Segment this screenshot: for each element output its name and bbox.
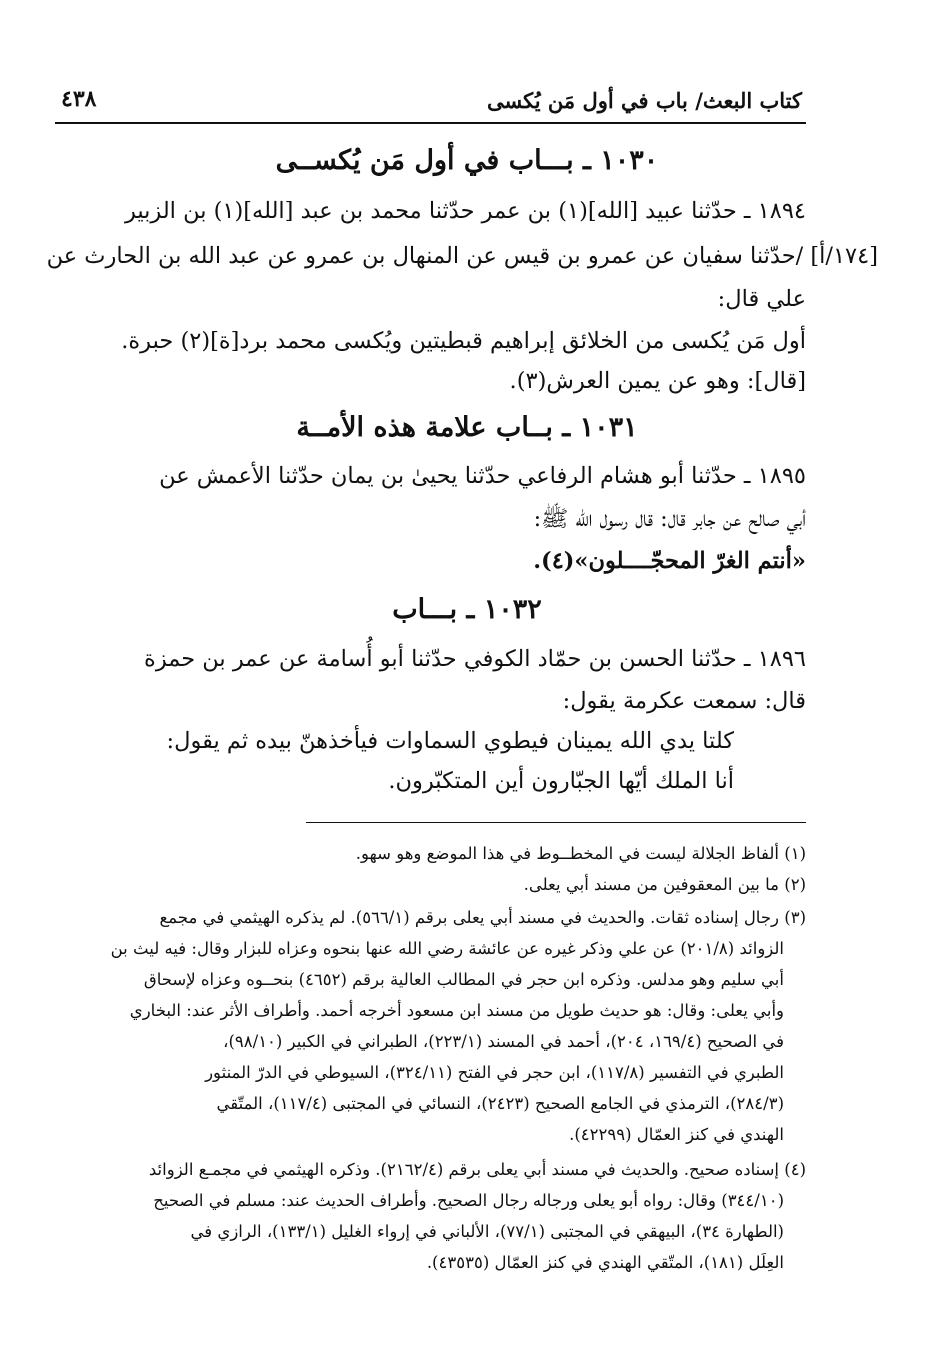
hadith-1894-line-1: ١٨٩٤ ـ حدّثنا عبيد [الله](١) بن عمر حدّثنا محمد بن عبد [الله](١) بن الزبير: [124, 198, 806, 224]
hadith-1896-line-2: قال: سمعت عكرمة يقول:: [562, 688, 806, 714]
hadith-1896-line-1: ١٨٩٦ ـ حدّثنا الحسن بن حمّاد الكوفي حدّثنا أبو أُسامة عن عمر بن حمزة: [144, 646, 806, 672]
footnote-1: (١) ألفاظ الجلالة ليست في المخطــوط في هذا الموضع وهو سهو.: [355, 844, 806, 863]
footnote-3-line-7: (٢٨٤/٣)، الترمذي في الجامع الصحيح (٢٤٢٣)، النسائي في المجتبى (١١٧/٤)، المتّقي: [216, 1094, 784, 1113]
footnote-3-line-2: الزوائد (٢٠١/٨) عن علي وذكر غيره عن عائشة رضي الله عنها بنحوه وعزاه للبزار وقال: فيه ليث بن: [110, 939, 784, 958]
hadith-1895-line-2: أبي صالح عن جابر قال: قال رسول الله ﷺ:: [533, 506, 806, 532]
footnote-3-line-3: أبي سليم وهو مدلس. وذكره ابن حجر في المطالب العالية برقم (٤٦٥٢) بنحــوه وعزاه لإسحاق: [143, 970, 784, 989]
footnote-3-line-8: الهندي في كنز العمّال (٤٢٢٩٩).: [569, 1125, 784, 1144]
hadith-1894-line-3: علي قال:: [717, 286, 806, 312]
hadith-1896-text-2: أنا الملك أيّها الجبّارون أين المتكبّرون.: [388, 768, 734, 794]
hadith-1894-line-2: [١٧٤/أ] /حدّثنا سفيان عن عمرو بن قيس عن المنهال بن عمرو عن عبد الله بن الحارث عن: [46, 243, 878, 269]
running-header: [55, 82, 806, 124]
hadith-1896-text-1: كلتا يدي الله يمينان فيطوي السماوات فيأخذهنّ بيده ثم يقول:: [166, 728, 734, 754]
header-title: كتاب البعث/ باب في أول مَن يُكسى: [486, 88, 802, 113]
footnote-3-line-4: وأبي يعلى: وقال: هو حديث طويل من مسند ابن مسعود أخرجه أحمد. وأطراف الأثر عند: البخاري: [129, 1001, 784, 1020]
footnote-2: (٢) ما بين المعقوفين من مسند أبي يعلى.: [523, 875, 806, 894]
section-heading-1032: ١٠٣٢ ـ بـــاب: [392, 594, 542, 625]
page-number: ٤٣٨: [61, 86, 97, 112]
hadith-1894-text: أول مَن يُكسى من الخلائق إبراهيم قبطيتين ويُكسى محمد برد[ة](٢) حبرة.: [121, 328, 806, 354]
section-heading-1030: ١٠٣٠ ـ بـــاب في أول مَن يُكســى: [275, 145, 659, 176]
footnote-4-line-3: (الطهارة ٣٤)، البيهقي في المجتبى (٧٧/١)، الألباني في إرواء الغليل (١٣٣/١)، الرازي في: [190, 1222, 784, 1241]
footnote-4-line-4: العِلَل (١٨١)، المتّقي الهندي في كنز العمّال (٤٣٥٣٥).: [426, 1253, 784, 1272]
footnote-3-line-6: الطبري في التفسير (١١٧/٨)، ابن حجر في الفتح (٣٢٤/١١)، السيوطي في الدرّ المنثور: [205, 1063, 784, 1082]
footnote-4-line-1: (٤) إسناده صحيح. والحديث في مسند أبي يعلى برقم (٢١٦٢/٤). وذكره الهيثمي في مجمـع الزوائد: [148, 1160, 806, 1179]
section-heading-1031: ١٠٣١ ـ بــاب علامة هذه الأمــة: [296, 412, 638, 443]
footnote-4-line-2: (٣٤٤/١٠) وقال: رواه أبو يعلى ورجاله رجال الصحيح. وأطراف الحديث عند: مسلم في الصحيح: [153, 1191, 784, 1210]
footnote-3-line-1: (٣) رجال إسناده ثقات. والحديث في مسند أبي يعلى برقم (٥٦٦/١). لم يذكره الهيثمي في مجمع: [159, 908, 806, 927]
hadith-1894-addition: [قال]: وهو عن يمين العرش(٣).: [509, 368, 806, 394]
hadith-1895-text: «أنتم الغرّ المحجّــــلون»(٤).: [533, 548, 806, 574]
hadith-1895-line-1: ١٨٩٥ ـ حدّثنا أبو هشام الرفاعي حدّثنا يحيىٰ بن يمان حدّثنا الأعمش عن: [159, 463, 806, 489]
footnote-3-line-5: في الصحيح (١٦٩/٤، ٢٠٤)، أحمد في المسند (٢٢٣/١)، الطبراني في الكبير (٩٨/١٠)،: [223, 1032, 784, 1051]
footnote-divider: [306, 822, 806, 823]
